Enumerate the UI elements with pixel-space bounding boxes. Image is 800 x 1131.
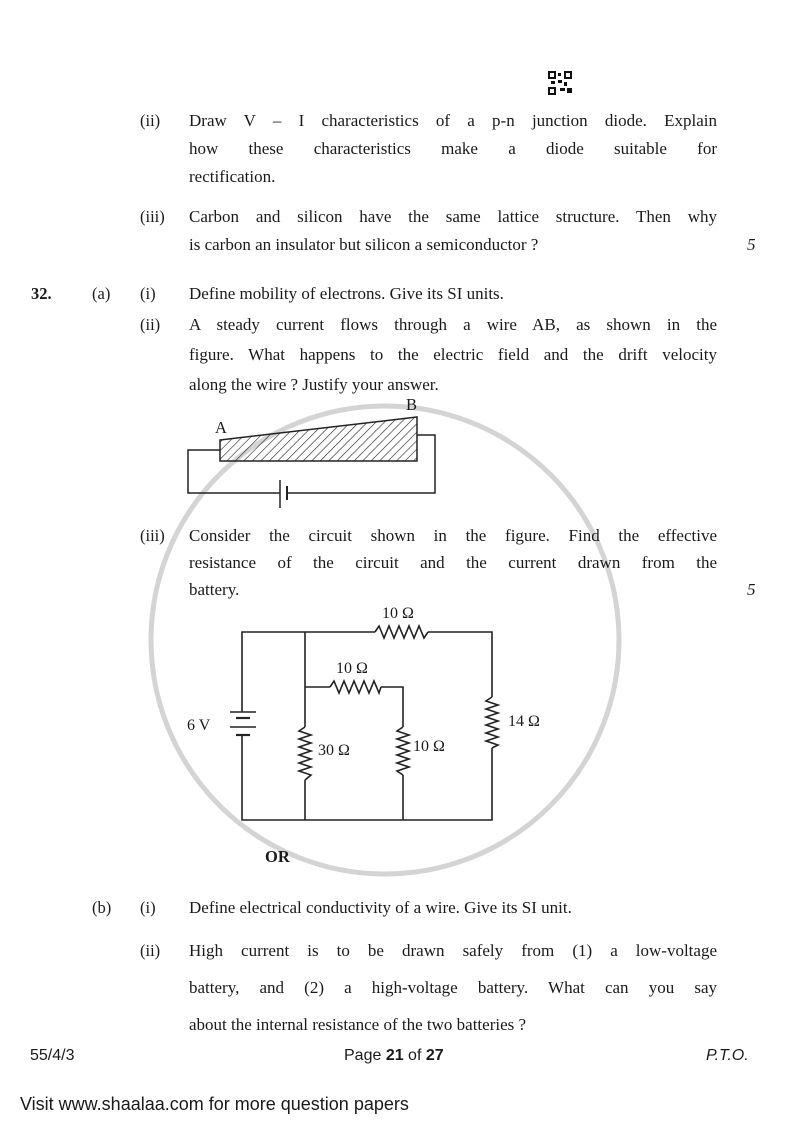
marks: 5 [747,580,756,599]
subpart-label: (iii) [140,526,165,545]
subpart-label: (i) [140,898,156,917]
subpart-label: (i) [140,284,156,303]
question-text: Define electrical conductivity of a wire. Give its SI unit. [189,898,572,917]
question-text: rectification. [189,167,276,186]
question-text: High current is to be drawn safely from (1) a low-voltage [189,941,717,960]
resistor-top [375,626,428,638]
question-text: is carbon an insulator but silicon a semiconductor ? [189,235,539,254]
page-number [344,1046,444,1066]
question-text: figure. What happens to the electric field and the drift velocity [189,345,717,364]
resistor-14 [486,697,498,748]
marks: 5 [747,235,756,254]
question-text: Carbon and silicon have the same lattice structure. Then why [189,207,717,226]
question-text: A steady current flows through a wire AB, as shown in the [189,315,717,334]
label-a: A [215,418,227,437]
subpart-label: (iii) [140,207,165,226]
resistor-mid [330,681,381,693]
resistor-label: 10 Ω [382,605,414,622]
shaalaa-banner: Visit www.shaalaa.com for more question papers [20,1094,409,1114]
page-of: of [403,1047,426,1064]
current-page: 21 [385,1047,404,1064]
resistor-label: 14 Ω [508,713,540,730]
page-prefix: Page [344,1047,386,1064]
label-b: B [406,395,418,414]
paper-code: 55/4/3 [30,1047,75,1064]
resistor-30 [299,727,311,780]
subpart-label: (ii) [140,315,161,334]
question-text: about the internal resistance of the two batteries ? [189,1015,527,1034]
part-label: (b) [92,898,112,917]
pto: P.T.O. [706,1047,749,1064]
question-text: Draw V – I characteristics of a p-n junction diode. Explain [189,111,717,130]
question-text: Define mobility of electrons. Give its SI units. [189,284,504,303]
question-text: resistance of the circuit and the current drawn from the [189,553,717,572]
part-label: (a) [92,284,111,303]
total-pages: 27 [425,1047,444,1064]
resistor-label: 10 Ω [413,738,445,755]
question-text: Consider the circuit shown in the figure. Find the effective [189,526,717,545]
question-text: battery. [189,580,240,599]
subpart-label: (ii) [140,941,161,960]
resistor-label: 30 Ω [318,742,350,759]
battery-voltage: 6 V [187,717,211,734]
question-text: battery, and (2) a high-voltage battery. What can you say [189,978,717,997]
question-text: along the wire ? Justify your answer. [189,375,439,394]
or-separator: OR [265,847,290,866]
subpart-label: (ii) [140,111,161,130]
battery-icon [230,712,256,735]
question-number: 32. [31,284,52,303]
question-text: how these characteristics make a diode suitable for [189,139,717,158]
resistor-10v [397,727,409,775]
resistor-label: 10 Ω [336,660,368,677]
